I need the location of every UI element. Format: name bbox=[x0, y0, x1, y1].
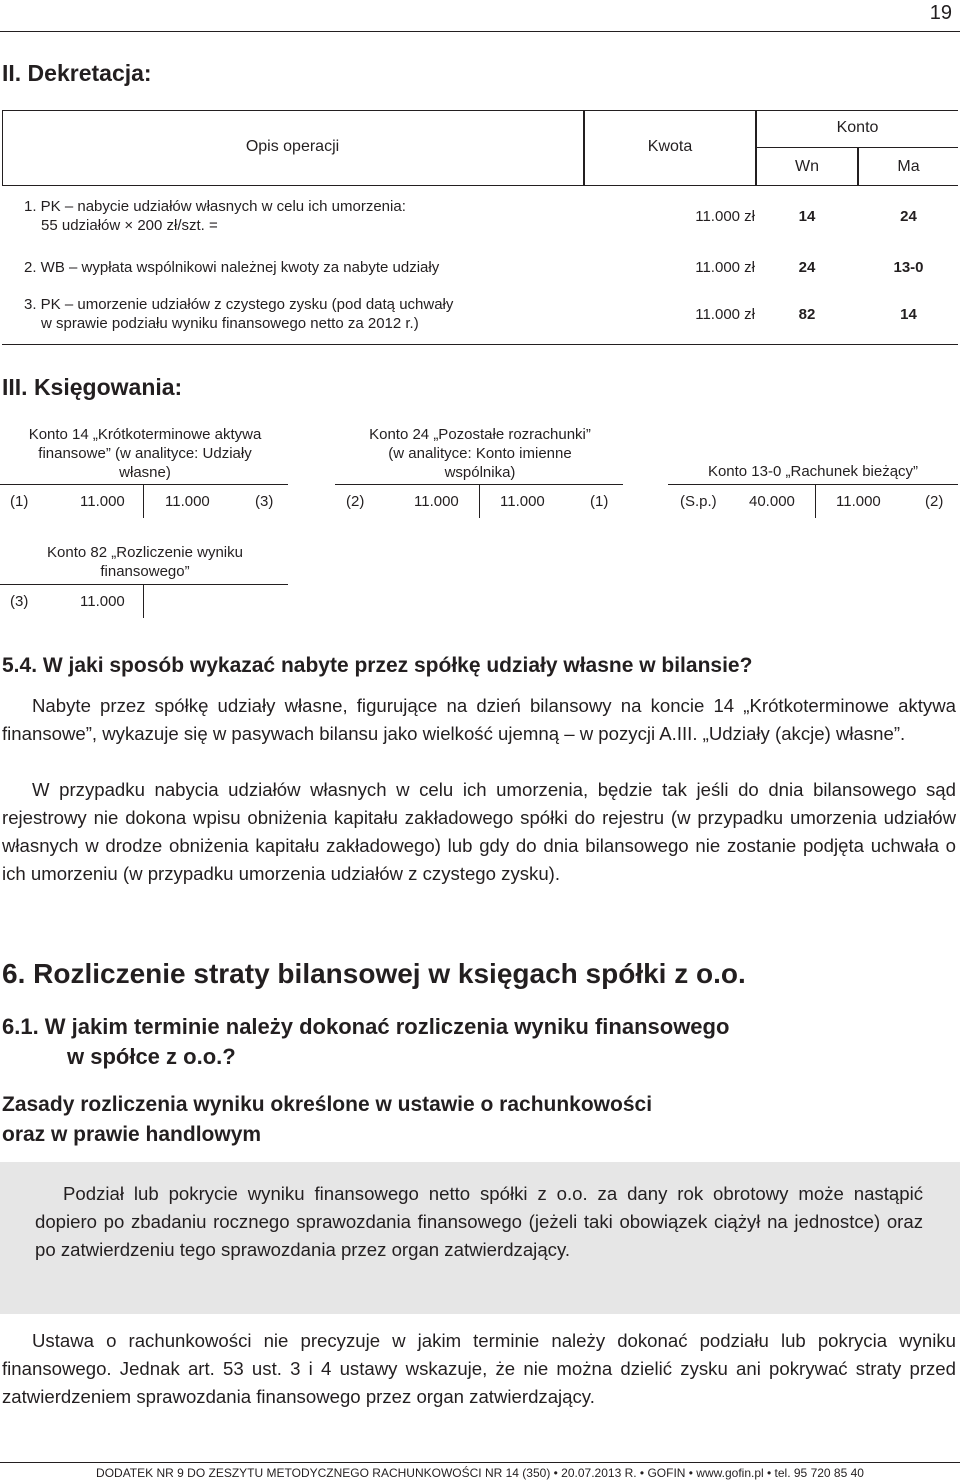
row-3-desc-line-2: w sprawie podziału wyniku finansowego netto za 2012 r.) bbox=[41, 315, 419, 332]
account-14-vert bbox=[143, 484, 144, 518]
account-14-credit-value: 11.000 bbox=[165, 493, 210, 510]
account-130-line bbox=[668, 484, 958, 485]
account-130-title: Konto 13-0 „Rachunek bieżący” bbox=[707, 463, 919, 480]
row-1-wn: 14 bbox=[798, 208, 816, 225]
section-5-4-title: 5.4. W jaki sposób wykazać nabyte przez spółkę udziały własne w bilansie? bbox=[2, 654, 753, 677]
footer-text: DODATEK NR 9 DO ZESZYTU METODYCZNEGO RACHUNKOWOŚCI NR 14 (350) • 20.07.2013 R. • GOFIN • www.gofin.pl • tel. 95 720 85 40 bbox=[96, 1466, 864, 1480]
account-24-vert bbox=[479, 484, 480, 518]
section-3-title: III. Księgowania: bbox=[2, 374, 183, 400]
header-wn: Wn bbox=[795, 158, 819, 175]
account-14-debit-ref: (1) bbox=[10, 493, 29, 510]
account-24-credit-value: 11.000 bbox=[500, 493, 545, 510]
row-2-wn: 24 bbox=[798, 259, 816, 276]
paragraph-2: W przypadku nabycia udziałów własnych w celu ich umorzenia, będzie tak jeśli do dnia bilansowego sąd rejestrowy nie dokona wpisu obniżenia kapitału zakładowego spółki do rejestru (w przypadku umorzenia udziałów własnych w drodze obniżenia kapitału zakładowego) lub gdy do dnia bilansowego nie zostanie podjęta uchwała o ich umorzeniu (w przypadku umorzenia udziałów z czystego zysku). bbox=[2, 779, 956, 884]
account-24-debit-ref: (2) bbox=[346, 493, 365, 510]
paragraph-3: Ustawa o rachunkowości nie precyzuje w jakim terminie należy dokonać podziału lub pokrycia wyniku finansowego. Jednak art. 53 ust. 3 i 4 ustawy wskazuje, że nie można dzielić zysku ani pokrywać straty przed zatwierdzeniem sprawozdania finansowego przez organ zatwierdzający. bbox=[2, 1330, 956, 1407]
account-130-vert bbox=[815, 484, 816, 518]
page-number: 19 bbox=[929, 2, 952, 24]
row-3-amount: 11.000 zł bbox=[695, 306, 755, 323]
account-82-title: Konto 82 „Rozliczenie wyniku finansowego” bbox=[47, 544, 243, 580]
row-1-amount: 11.000 zł bbox=[695, 208, 755, 225]
account-82-line bbox=[0, 584, 288, 585]
account-130-debit-value: 40.000 bbox=[749, 493, 795, 510]
section-2-title: II. Dekretacja: bbox=[2, 60, 152, 86]
account-24-debit-value: 11.000 bbox=[414, 493, 459, 510]
section-6-title: 6. Rozliczenie straty bilansowej w księgach spółki z o.o. bbox=[2, 958, 746, 989]
row-1-ma: 24 bbox=[900, 208, 917, 225]
dekretacja-table bbox=[2, 110, 958, 345]
header-ma: Ma bbox=[897, 158, 920, 175]
highlight-box bbox=[0, 1162, 960, 1314]
row-3-desc-line-1: 3. PK – umorzenie udziałów z czystego zysku (pod datą uchwały bbox=[24, 296, 454, 313]
row-1-desc-line-1: 1. PK – nabycie udziałów własnych w celu ich umorzenia: bbox=[24, 198, 406, 215]
table-row bbox=[24, 295, 453, 333]
row-1-desc-line-2: 55 udziałów × 200 zł/szt. = bbox=[41, 217, 218, 234]
row-2-desc: 2. WB – wypłata wspólnikowi należnej kwoty za nabyte udziały bbox=[24, 259, 440, 276]
footer bbox=[0, 1462, 960, 1484]
account-24-credit-ref: (1) bbox=[590, 493, 609, 510]
account-130-credit-ref: (2) bbox=[925, 493, 944, 510]
section-6-1-title: 6.1. W jakim terminie należy dokonać rozliczenia wyniku finansowego w spółce z o.o.? bbox=[2, 1014, 730, 1069]
table-row bbox=[24, 197, 406, 235]
account-130-credit-value: 11.000 bbox=[836, 493, 881, 510]
row-3-ma: 14 bbox=[900, 306, 917, 323]
account-24-title: Konto 24 „Pozostałe rozrachunki” (w analityce: Konto imienne wspólnika) bbox=[369, 426, 591, 481]
account-130-debit-ref: (S.p.) bbox=[680, 493, 717, 510]
account-14-title: Konto 14 „Krótkoterminowe aktywa finansowe” (w analityce: Udziały własne) bbox=[28, 426, 262, 481]
highlight-text: Podział lub pokrycie wyniku finansowego netto spółki z o.o. za dany rok obrotowy może nastąpić dopiero po zbadaniu rocznego sprawozdania finansowego (jeżeli taki obowiązek ciążył na jednostce) oraz po zatwierdzeniu tego sprawozdania przez organ zatwierdzający. bbox=[35, 1183, 923, 1260]
account-14-debit-value: 11.000 bbox=[80, 493, 125, 510]
row-3-wn: 82 bbox=[798, 306, 816, 323]
rule-title: Zasady rozliczenia wyniku określone w ustawie o rachunkowości oraz w prawie handlowym bbox=[2, 1093, 653, 1146]
row-2-ma: 13-0 bbox=[893, 259, 924, 276]
account-82-vert bbox=[143, 584, 144, 618]
header-konto: Konto bbox=[836, 119, 879, 136]
header-opis: Opis operacji bbox=[245, 138, 340, 155]
account-14-credit-ref: (3) bbox=[255, 493, 274, 510]
top-rule bbox=[0, 31, 960, 32]
account-82-debit-ref: (3) bbox=[10, 593, 29, 610]
header-kwota: Kwota bbox=[647, 138, 693, 155]
row-2-amount: 11.000 zł bbox=[695, 259, 755, 276]
account-82-debit-value: 11.000 bbox=[80, 593, 125, 610]
paragraph-1: Nabyte przez spółkę udziały własne, figurujące na dzień bilansowy na koncie 14 „Krótkoterminowe aktywa finansowe”, wykazuje się w pasywach bilansu jako wielkość ujemną – w pozycji A.III. „Udziały (akcje) własne”. bbox=[2, 695, 956, 744]
account-14-line bbox=[0, 484, 288, 485]
